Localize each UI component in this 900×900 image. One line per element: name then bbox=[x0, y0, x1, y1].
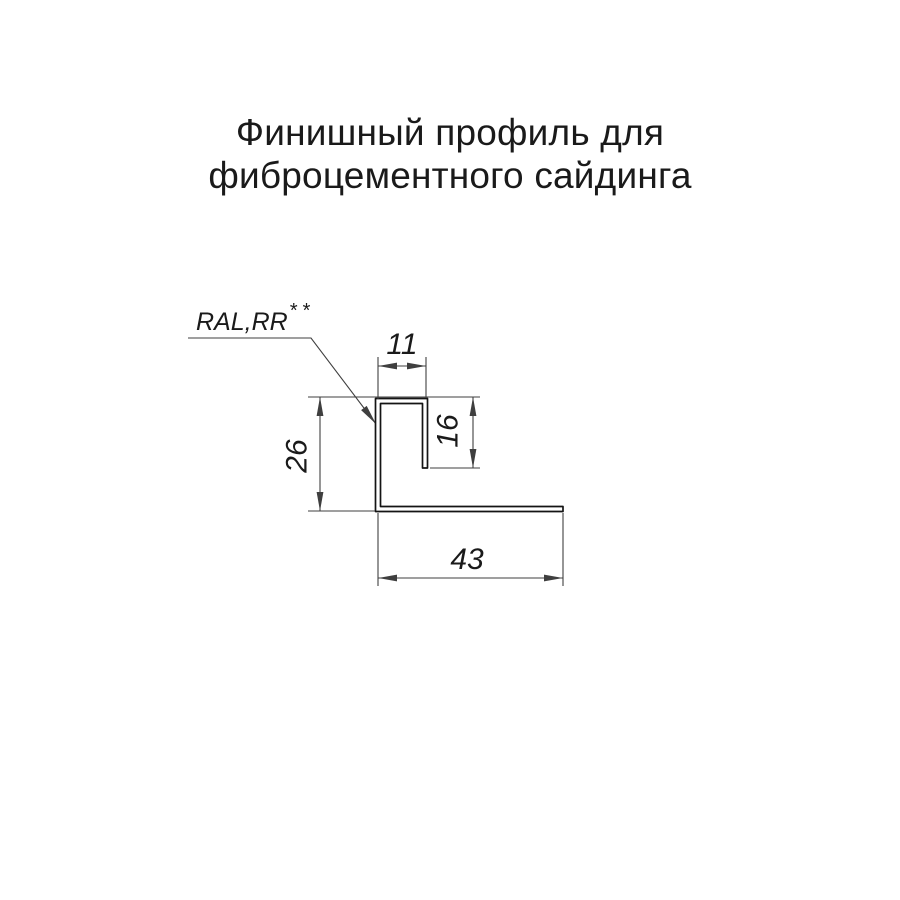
arrowhead-icon bbox=[407, 363, 426, 370]
arrowhead-icon bbox=[544, 575, 563, 582]
arrowhead-icon bbox=[378, 363, 397, 370]
arrowhead-icon bbox=[317, 397, 324, 416]
dimension-hook-depth bbox=[430, 397, 480, 468]
title-line-1: Финишный профиль для bbox=[235, 112, 665, 153]
dimension-value: 16 bbox=[431, 414, 465, 448]
dimension-value: 11 bbox=[386, 328, 418, 361]
leader-label: RAL,RR bbox=[196, 308, 288, 336]
arrowhead-icon bbox=[317, 492, 324, 511]
dimension-profile-height bbox=[281, 397, 376, 511]
dimension-bottom-flange bbox=[378, 513, 563, 586]
arrowhead-icon bbox=[470, 397, 477, 416]
title-line-2: фиброцементного сайдинга bbox=[208, 155, 692, 196]
leader-line bbox=[188, 338, 376, 424]
dimension-top-flange bbox=[378, 328, 426, 399]
leader-arrowhead-icon bbox=[361, 406, 376, 424]
dimension-value: 26 bbox=[280, 439, 314, 473]
arrowhead-icon bbox=[470, 449, 477, 468]
leader-label-asterisks: ** bbox=[289, 300, 315, 322]
profile-cross-section bbox=[376, 399, 564, 512]
dimension-value: 43 bbox=[450, 543, 484, 576]
arrowhead-icon bbox=[378, 575, 397, 582]
leader-callout bbox=[188, 300, 376, 424]
